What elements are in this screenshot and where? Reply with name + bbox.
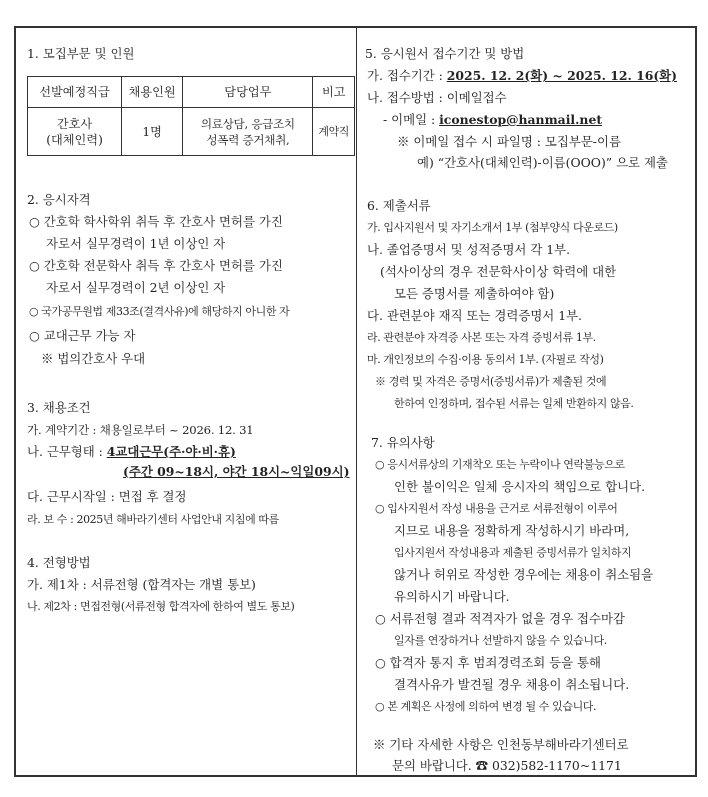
document-item: 라. 관련분야 자격증 사본 또는 자격 증빙서류 1부. bbox=[367, 331, 596, 344]
grade-line-1: 간호사 bbox=[56, 116, 93, 131]
caution-item: 일자를 연장하거나 선발하지 않을 수 있습니다. bbox=[394, 634, 607, 647]
work-hours: (주간 09~18시, 야간 18시~익일09시) bbox=[123, 464, 350, 479]
section-1-title: 1. 모집부문 및 인원 bbox=[27, 46, 135, 61]
document-item: 다. 관련분야 재직 또는 경력증명서 1부. bbox=[367, 308, 582, 323]
filename-note: ※ 이메일 접수 시 파일명 : 모집부문-이름 bbox=[397, 134, 621, 149]
caution-item: 지므로 내용을 정확하게 작성하시기 바라며, bbox=[394, 523, 630, 538]
caution-item: ○ 서류전형 결과 적격자가 없을 경우 접수마감 bbox=[375, 611, 625, 626]
header-count: 채용인원 bbox=[122, 77, 183, 108]
cell-grade bbox=[28, 108, 122, 156]
selection-step-2: 나. 제2차 : 면접전형(서류전형 합격자에 한하여 별도 통보) bbox=[27, 600, 295, 613]
section-6-title: 6. 제출서류 bbox=[367, 198, 431, 213]
email-label: - 이메일 : bbox=[383, 112, 440, 127]
application-method: 나. 접수방법 : 이메일접수 bbox=[367, 90, 507, 105]
contract-period: 가. 계약기간 : 채용일로부터 ~ 2026. 12. 31 bbox=[27, 423, 254, 437]
qualification-item: ○ 간호학 학사학위 취득 후 간호사 면허를 가진 bbox=[29, 214, 283, 229]
cell-count: 1명 bbox=[122, 108, 183, 156]
qualification-item: ○ 국가공무원법 제33조(결격사유)에 해당하지 아니한 자 bbox=[29, 305, 290, 318]
caution-item: 유의하시기 바랍니다. bbox=[394, 589, 510, 604]
caution-item: 입사지원서 작성내용과 제출된 증빙서류가 일치하지 bbox=[394, 546, 632, 559]
document-note: 한하여 인정하며, 접수된 서류는 일체 반환하지 않음. bbox=[394, 397, 634, 410]
section-5-title: 5. 응시원서 접수기간 및 방법 bbox=[365, 46, 525, 61]
email bbox=[383, 112, 602, 128]
work-type bbox=[27, 444, 236, 460]
document-item: 모든 증명서를 제출하여야 함) bbox=[394, 286, 555, 301]
header-duty: 담당업무 bbox=[183, 77, 313, 108]
grade-line-2: (대체인력) bbox=[46, 132, 103, 147]
section-2-title: 2. 응시자격 bbox=[27, 192, 91, 207]
right-column bbox=[358, 28, 697, 775]
recruitment-table bbox=[27, 76, 355, 156]
document-item: 마. 개인정보의 수집·이용 동의서 1부. (자필로 작성) bbox=[367, 353, 604, 366]
section-4-title: 4. 전형방법 bbox=[27, 555, 91, 570]
contact-phone: 문의 바랍니다. ☎ 032)582-1170~1171 bbox=[392, 758, 622, 773]
email-address[interactable]: iconestop@hanmail.net bbox=[439, 112, 603, 127]
caution-item: 않거나 허위로 작성한 경우에는 채용이 취소됨을 bbox=[394, 567, 654, 582]
start-date: 다. 근무시작일 : 면접 후 결정 bbox=[27, 489, 187, 504]
header-note: 비고 bbox=[313, 77, 355, 108]
application-period bbox=[367, 68, 677, 84]
qualification-item: ○ 교대근무 가능 자 bbox=[29, 328, 136, 343]
qualification-note: ※ 법의간호사 우대 bbox=[41, 351, 146, 366]
table-row bbox=[28, 108, 355, 156]
caution-item: ○ 응시서류상의 기재착오 또는 누락이나 연락불능으로 bbox=[375, 458, 625, 471]
caution-item: ○ 합격자 통지 후 범죄경력조회 등을 통해 bbox=[375, 655, 601, 670]
selection-step-1: 가. 제1차 : 서류전형 (합격자는 개별 통보) bbox=[27, 577, 256, 592]
qualification-item: 자로서 실무경력이 2년 이상인 자 bbox=[46, 280, 226, 295]
contact-note: ※ 기타 자세한 사항은 인천동부해바라기센터로 bbox=[373, 737, 629, 752]
filename-example: 예) “간호사(대체인력)-이름(OOO)” 으로 제출 bbox=[417, 155, 668, 170]
header-grade: 선발예정직급 bbox=[28, 77, 122, 108]
qualification-item: 자로서 실무경력이 1년 이상인 자 bbox=[46, 236, 226, 251]
caution-item: 인한 불이익은 일체 응시자의 책임으로 합니다. bbox=[394, 479, 646, 494]
section-3-title: 3. 채용조건 bbox=[27, 400, 91, 415]
work-type-value: 4교대근무(주·야·비·휴) bbox=[106, 444, 236, 459]
caution-item: 결격사유가 발견될 경우 채용이 취소됩니다. bbox=[394, 677, 630, 692]
duty-line-2: 성폭력 증거채취, bbox=[206, 132, 290, 147]
table-header-row bbox=[28, 77, 355, 108]
left-column bbox=[16, 28, 356, 775]
section-7-title: 7. 유의사항 bbox=[371, 435, 435, 450]
document-item: 가. 입사지원서 및 자기소개서 1부 (첨부양식 다운로드) bbox=[367, 221, 618, 234]
salary: 라. 보 수 : 2025년 해바라기센터 사업안내 지침에 따름 bbox=[27, 513, 279, 526]
caution-item: ○ 본 계획은 사정에 의하여 변경 될 수 있습니다. bbox=[375, 700, 597, 713]
column-divider bbox=[356, 28, 357, 775]
qualification-item: ○ 간호학 전문학사 취득 후 간호사 면허를 가진 bbox=[29, 258, 283, 273]
notice-frame bbox=[14, 26, 697, 777]
duty-line-1: 의료상담, 응급조치 bbox=[200, 116, 295, 131]
cell-duty bbox=[183, 108, 313, 156]
document-item: 나. 졸업증명서 및 성적증명서 각 1부. bbox=[367, 242, 571, 257]
document-note: ※ 경력 및 자격은 증명서(증빙서류)가 제출된 것에 bbox=[375, 375, 607, 388]
cell-note: 계약직 bbox=[313, 108, 355, 156]
application-period-label: 가. 접수기간 : bbox=[367, 68, 447, 83]
document-item: (석사이상의 경우 전문학사이상 학력에 대한 bbox=[380, 264, 617, 279]
application-period-value: 2025. 12. 2(화) ~ 2025. 12. 16(화) bbox=[446, 68, 678, 83]
caution-item: ○ 입사지원서 작성 내용을 근거로 서류전형이 이루어 bbox=[375, 502, 618, 515]
work-type-label: 나. 근무형태 : bbox=[27, 444, 107, 459]
